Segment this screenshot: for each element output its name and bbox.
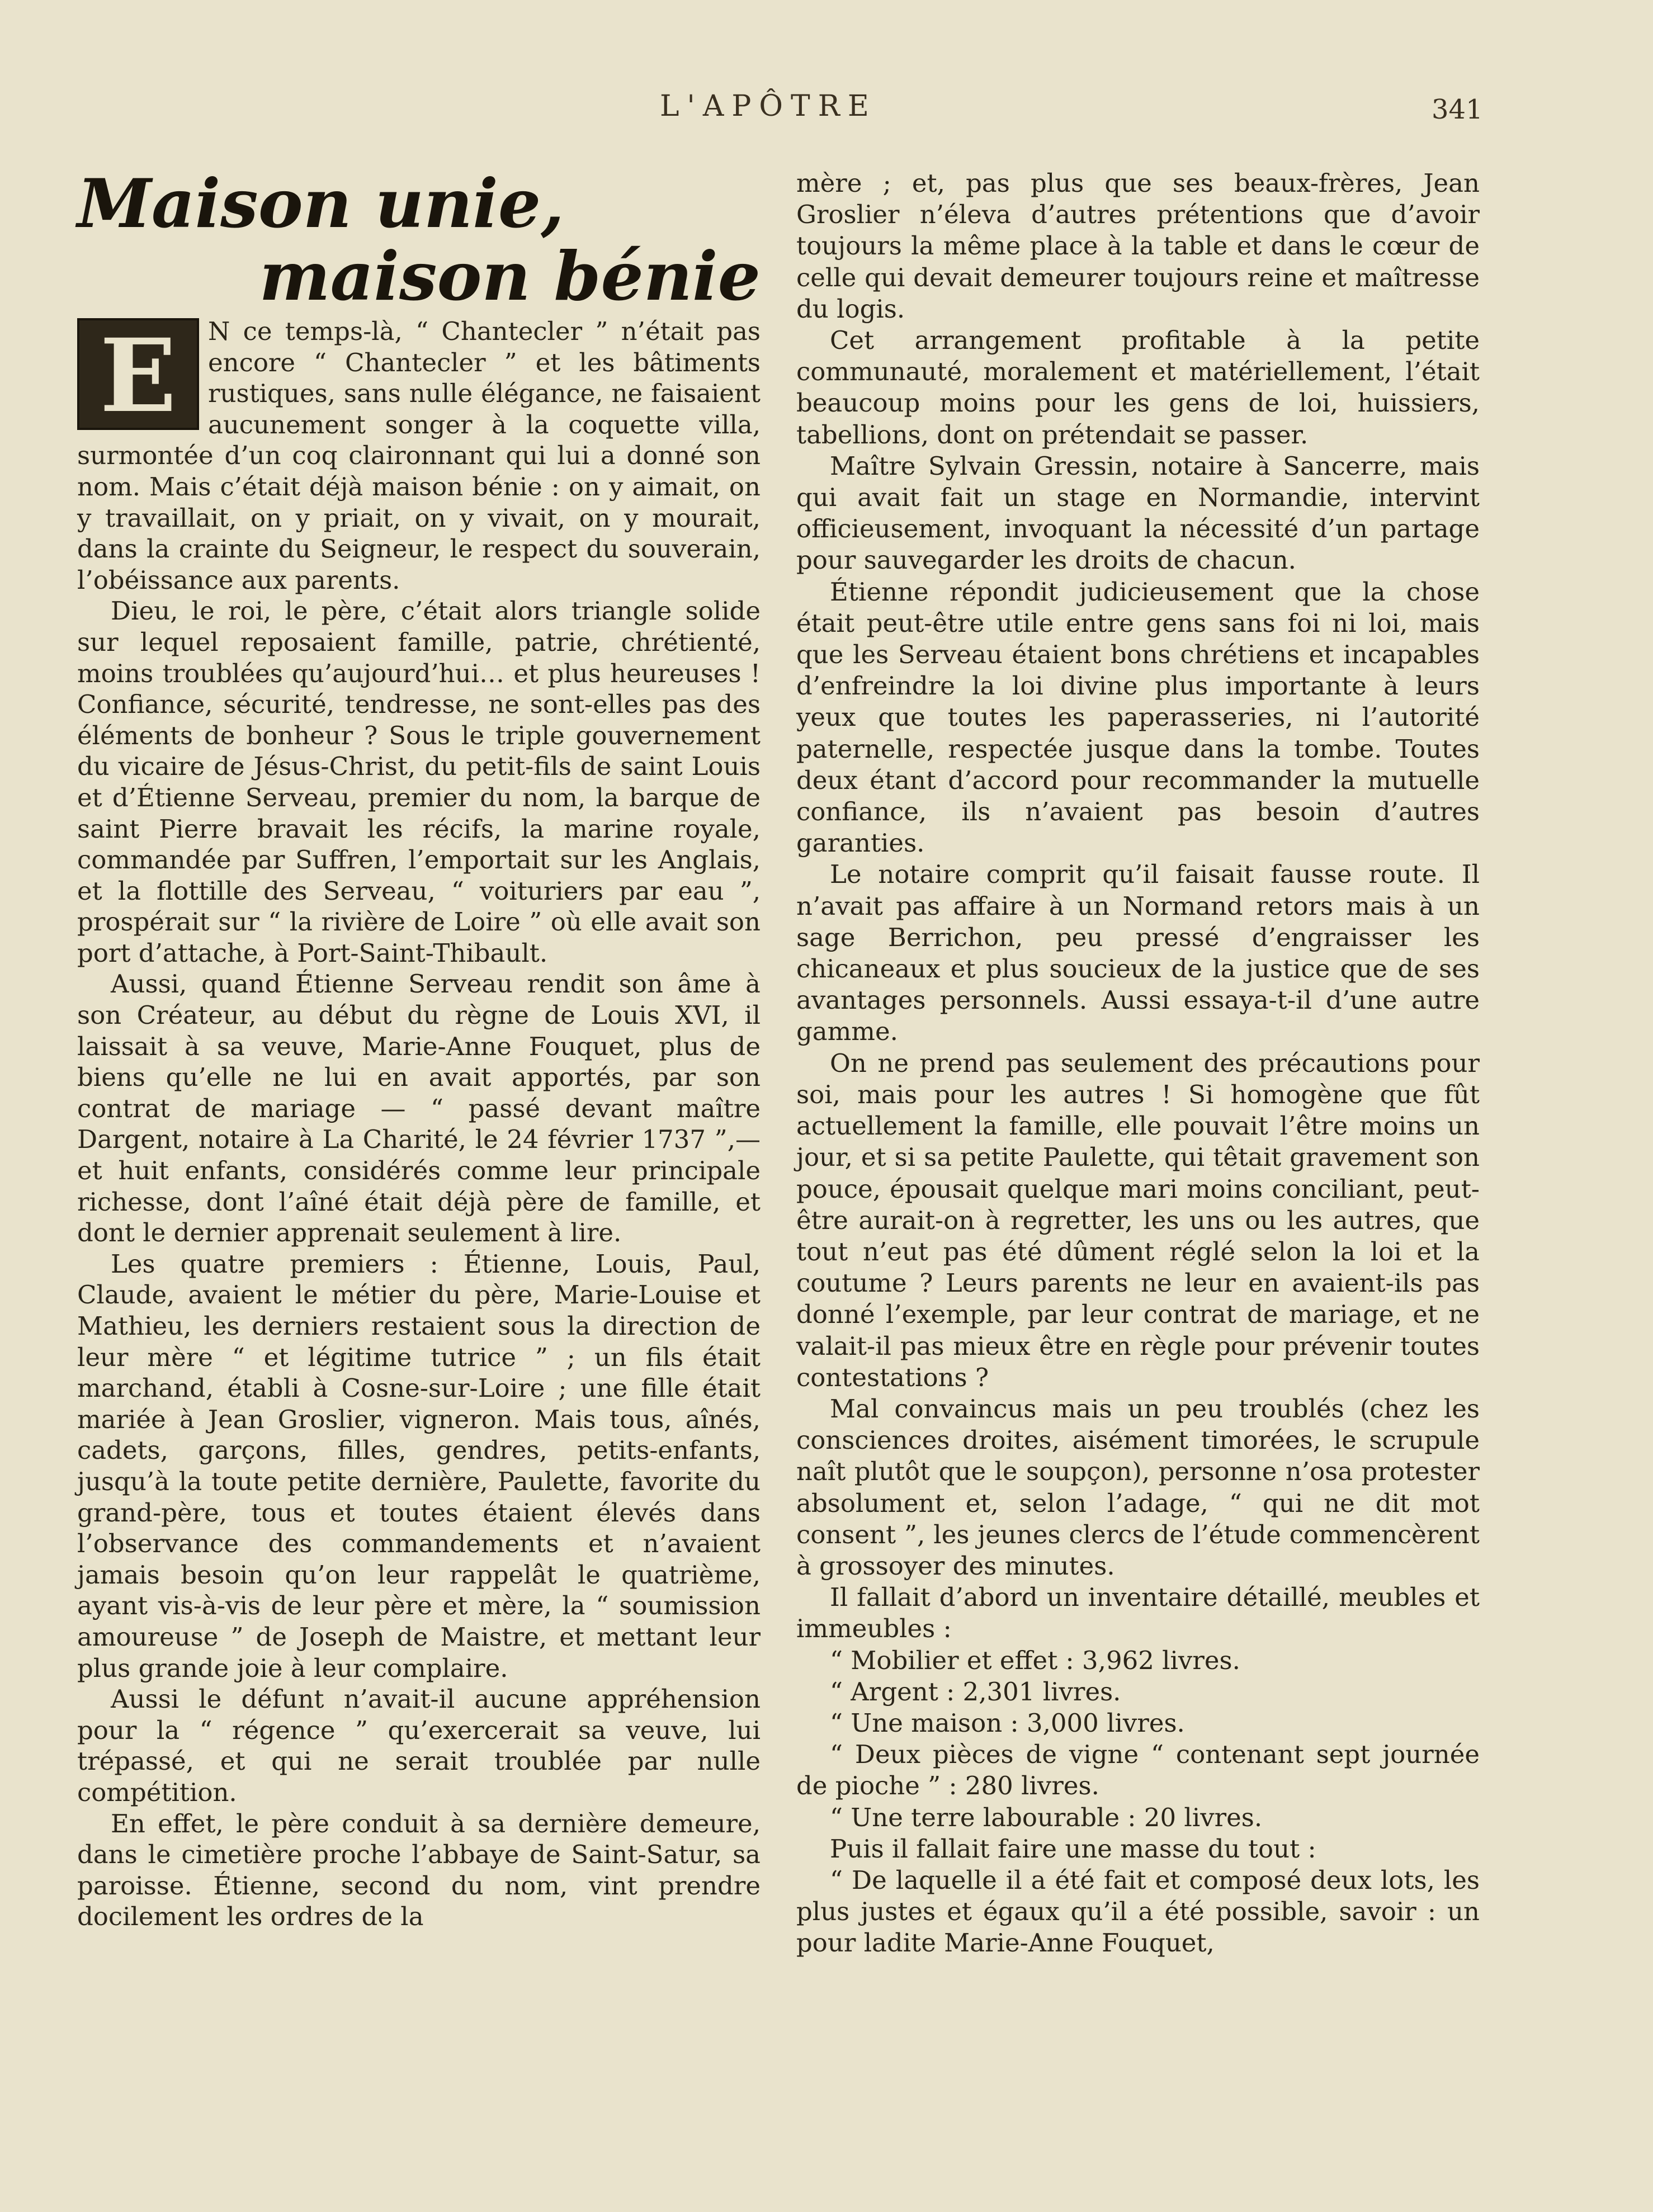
paragraph: [77, 316, 761, 595]
inventory-item: “ Une terre labourable : 20 livres.: [830, 1802, 1263, 1832]
running-title: L'APÔTRE: [660, 89, 877, 123]
paragraph: Étienne répondit judicieusement que la chose était peut-être utile entre gens sans foi ni loi, mais que les Serveau étaient bons chrétiens et incapables d’enfreindre la loi divine plus importante à leurs yeux que toutes les paperasseries, ni l’autorité paternelle, respectée jusque dans la tombe. Toutes deux étant d’accord pour recommander la mutuelle confiance, ils n’avaient pas besoin d’autres garanties.: [796, 576, 1480, 858]
paragraph: Le notaire comprit qu’il faisait fausse route. Il n’avait pas affaire à un Normand retors mais à un sage Berrichon, peu pressé d’engraisser les chicaneaux et plus soucieux de la justice que de ses avantages personnels. Aussi essaya-t-il d’une autre gamme.: [796, 859, 1480, 1047]
article-title: [77, 164, 761, 316]
paragraph-text: ce temps-là, “ Chantecler ” n’était pas encore “ Chantecler ” et les bâtiments rustiques, sans nulle élégance, ne faisaient aucunement songer à la coquette villa, surmontée d’un coq claironnant qui lui a donné son nom. Mais c’était déjà maison bénie : on y aimait, on y travaillait, on y priait, on y vivait, on y mourait, dans la crainte du Seigneur, le respect du souverain, l’obéissance aux parents.: [77, 316, 761, 595]
paragraph: Aussi, quand Étienne Serveau rendit son âme à son Créateur, au début du règne de Louis XVI, il laissait à sa veuve, Marie-Anne Fouquet, plus de biens qu’elle ne lui en avait apportés, par son contrat de mariage — “ passé devant maître Dargent, notaire à La Charité, le 24 février 1737 ”,— et huit enfants, considérés comme leur principale richesse, dont l’aîné était déjà père de famille, et dont le dernier apprenait seulement à lire.: [77, 969, 761, 1248]
inventory-item: “ Mobilier et effet : 3,962 livres.: [830, 1645, 1240, 1675]
title-line-1: Maison unie,: [77, 164, 564, 243]
title-line-2: maison bénie: [259, 237, 761, 316]
paragraph: Les quatre premiers : Étienne, Louis, Paul, Claude, avaient le métier du père, Marie-Louise et Mathieu, les derniers restaient sous la direction de leur mère “ et légitime tutrice ” ; un fils était marchand, établi à Cosne-sur-Loire ; une fille était mariée à Jean Groslier, vigneron. Mais tous, aînés, cadets, garçons, filles, gendres, petits-enfants, jusqu’à la toute petite dernière, Paulette, favorite du grand-père, tous et toutes étaient élevés dans l’observance des commandements et n’avaient jamais besoin qu’on leur rappelât le quatrième, ayant vis-à-vis de leur père et mère, la “ soumission amoureuse ” de Joseph de Maistre, et mettant leur plus grande joie à leur complaire.: [77, 1249, 761, 1683]
paragraph: Dieu, le roi, le père, c’était alors triangle solide sur lequel reposaient famille, patrie, chrétienté, moins troublées qu’aujourd’hui… et plus heureuses ! Confiance, sécurité, tendresse, ne sont-elles pas des éléments de bonheur ? Sous le triple gouvernement du vicaire de Jésus-Christ, du petit-fils de saint Louis et d’Étienne Serveau, premier du nom, la barque de saint Pierre bravait les récifs, la marine royale, commandée par Suffren, l’emportait sur les Anglais, et la flottille des Serveau, “ voituriers par eau ”, prospérait sur “ la rivière de Loire ” où elle avait son port d’attache, à Port-Saint-Thibault.: [77, 596, 761, 968]
paragraph: Puis il fallait faire une masse du tout :: [830, 1833, 1316, 1864]
inventory-item: “ Une maison : 3,000 livres.: [830, 1708, 1185, 1738]
left-column: [77, 164, 761, 1932]
paragraph: Aussi le défunt n’avait-il aucune appréhension pour la “ régence ” qu’exercerait sa veuve, lui trépassé, et qui ne serait troublée par nulle compétition.: [77, 1684, 761, 1807]
paragraph: En effet, le père conduit à sa dernière demeure, dans le cimetière proche l’abbaye de Saint-Satur, sa paroisse. Étienne, second du nom, vint prendre docilement les ordres de la: [77, 1808, 761, 1932]
right-column: [796, 168, 1480, 1959]
first-word-rest: N: [208, 316, 230, 346]
paragraph: Cet arrangement profitable à la petite communauté, moralement et matériellement, l’était beaucoup moins pour les gens de loi, huissiers, tabellions, dont on prétendait se passer.: [796, 325, 1480, 450]
inventory-item: “ Argent : 2,301 livres.: [830, 1676, 1121, 1707]
inventory-item: “ Deux pièces de vigne “ contenant sept journée de pioche ” : 280 livres.: [796, 1740, 1480, 1801]
drop-cap: E: [77, 318, 199, 430]
paragraph: Maître Sylvain Gressin, notaire à Sancerre, mais qui avait fait un stage en Normandie, intervint officieusement, invoquant la nécessité d’un partage pour sauvegarder les droits de chacun.: [796, 451, 1480, 575]
paragraph: Il fallait d’abord un inventaire détaillé, meubles et immeubles :: [796, 1582, 1480, 1644]
paragraph: Mal convaincus mais un peu troublés (chez les consciences droites, aisément timorées, le scrupule naît plutôt que le soupçon), personne n’osa protester absolument et, selon l’adage, “ qui ne dit mot consent ”, les jeunes clercs de l’étude commencèrent à grossoyer des minutes.: [796, 1393, 1480, 1581]
paragraph: On ne prend pas seulement des précautions pour soi, mais pour les autres ! Si homogène que fût actuellement la famille, elle pouvait l’être moins un jour, et si sa petite Paulette, qui têtait gravement son pouce, épousait quelque mari moins conciliant, peut-être aurait-on à regretter, les uns ou les autres, que tout n’eut pas été dûment réglé selon la loi et la coutume ? Leurs parents ne leur en avaient-ils pas donné l’exemple, par leur contrat de mariage, et ne valait-il pas mieux être en règle pour prévenir toutes contestations ?: [796, 1048, 1480, 1392]
paragraph: mère ; et, pas plus que ses beaux-frères, Jean Groslier n’éleva d’autres prétentions que d’avoir toujours la même place à la table et dans le cœur de celle qui devait demeurer toujours reine et maîtresse du logis.: [796, 168, 1480, 324]
page-number: 341: [1432, 94, 1483, 125]
paragraph: “ De laquelle il a été fait et composé deux lots, les plus justes et égaux qu’il a été possible, savoir : un pour ladite Marie-Anne Fouquet,: [796, 1865, 1480, 1958]
